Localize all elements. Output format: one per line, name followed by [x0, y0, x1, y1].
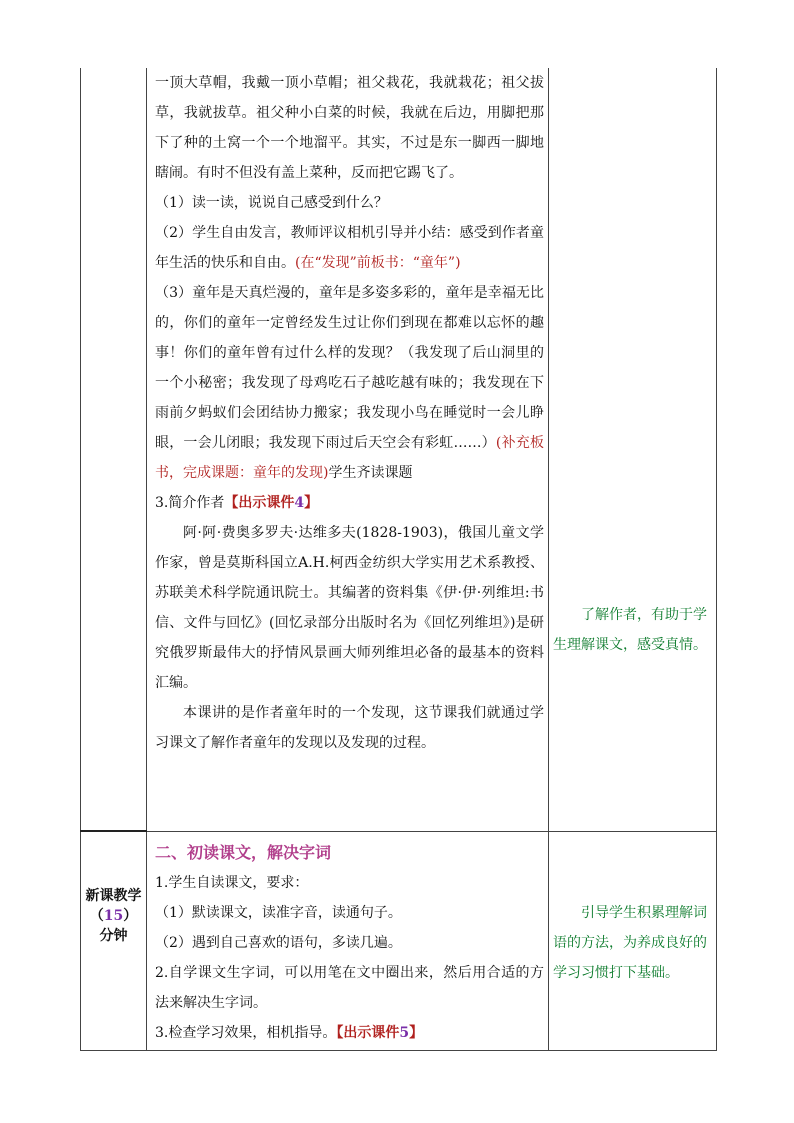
question-1: （1）读一读，说说自己感受到什么？	[155, 195, 388, 211]
courseware-tag: 【出示课件5】	[336, 1024, 424, 1041]
lesson-summary: 本课讲的是作者童年时的一个发现，这节课我们就通过学习课文了解作者童年的发现以及发现的过程。	[155, 705, 544, 751]
list-item: 3.检查学习效果，相机指导。【出示课件5】	[155, 1024, 424, 1041]
list-item: （1）默读课文，读准字音，读通句子。	[155, 904, 402, 921]
content-cell	[147, 68, 549, 831]
lesson-plan-table	[80, 68, 717, 1051]
list-item: 1.学生自读课文，要求：	[155, 874, 309, 891]
design-note-cell	[549, 831, 717, 1051]
design-note-cell	[549, 68, 717, 831]
design-note: 了解作者，有助于学生理解课文，感受真情。	[553, 607, 707, 653]
stage-cell	[81, 831, 147, 1051]
courseware-tag: 【出示课件4】	[224, 495, 319, 511]
table-row	[81, 831, 717, 1051]
board-note: (在“发现”前板书：“童年”)	[295, 255, 461, 271]
question-3: （3）童年是天真烂漫的，童年是多姿多彩的，童年是幸福无比的，你们的童年一定曾经发生过让你们到现在都难以忘怀的趣事！你们的童年曾有过什么样的发现？（我发现了后山洞里的一个小秘密；我发现了母鸡吃石子越吃越有味的；我发现在下雨前夕蚂蚁们会团结协力搬家；我发现小鸟在睡觉时一会儿睁眼，一会儿闭眼；我发现下雨过后天空会有彩虹……）(补充板书，完成课题：童年的发现)学生齐读课题	[155, 285, 545, 481]
board-note: (补充板书，完成课题：童年的发现)	[155, 435, 545, 481]
question-2: （2）学生自由发言，教师评议相机引导并小结：感受到作者童年生活的快乐和自由。(在“发现”前板书：“童年”)	[155, 225, 544, 271]
table-row	[81, 68, 717, 831]
list-item: 2.自学课文生字词，可以用笔在文中圈出来，然后用合适的方法来解决生字词。	[155, 964, 544, 1011]
stage-label: 新课教学（15）分钟	[85, 888, 142, 944]
stage-cell-empty	[81, 68, 147, 831]
quote-paragraph: 一顶大草帽，我戴一顶小草帽；祖父栽花，我就栽花；祖父拔草，我就拔草。祖父种小白菜的时候，我就在后边，用脚把那下了种的土窝一个一个地溜平。其实，不过是东一脚西一脚地瞎闹。有时不但没有盖上菜种，反而把它踢飞了。	[155, 75, 544, 181]
content-cell	[147, 831, 549, 1051]
author-intro-heading: 3.简介作者【出示课件4】	[155, 495, 319, 511]
design-note: 引导学生积累理解词语的方法，为养成良好的学习习惯打下基础。	[553, 904, 707, 981]
author-bio: 阿·阿·费奥多罗夫·达维多夫(1828-1903)，俄国儿童文学作家，曾是莫斯科国立A.H.柯西金纺织大学实用艺术系教授、苏联美术科学院通讯院士。其编著的资料集《伊·伊·列维坦:书信、文件与回忆》(回忆录部分出版时名为《回忆列维坦》)是研究俄罗斯最伟大的抒情风景画大师列维坦必备的最基本的资料汇编。	[155, 525, 544, 691]
section-title: 二、初读课文，解决字词	[155, 842, 332, 862]
list-item: （2）遇到自己喜欢的语句，多读几遍。	[155, 934, 402, 951]
